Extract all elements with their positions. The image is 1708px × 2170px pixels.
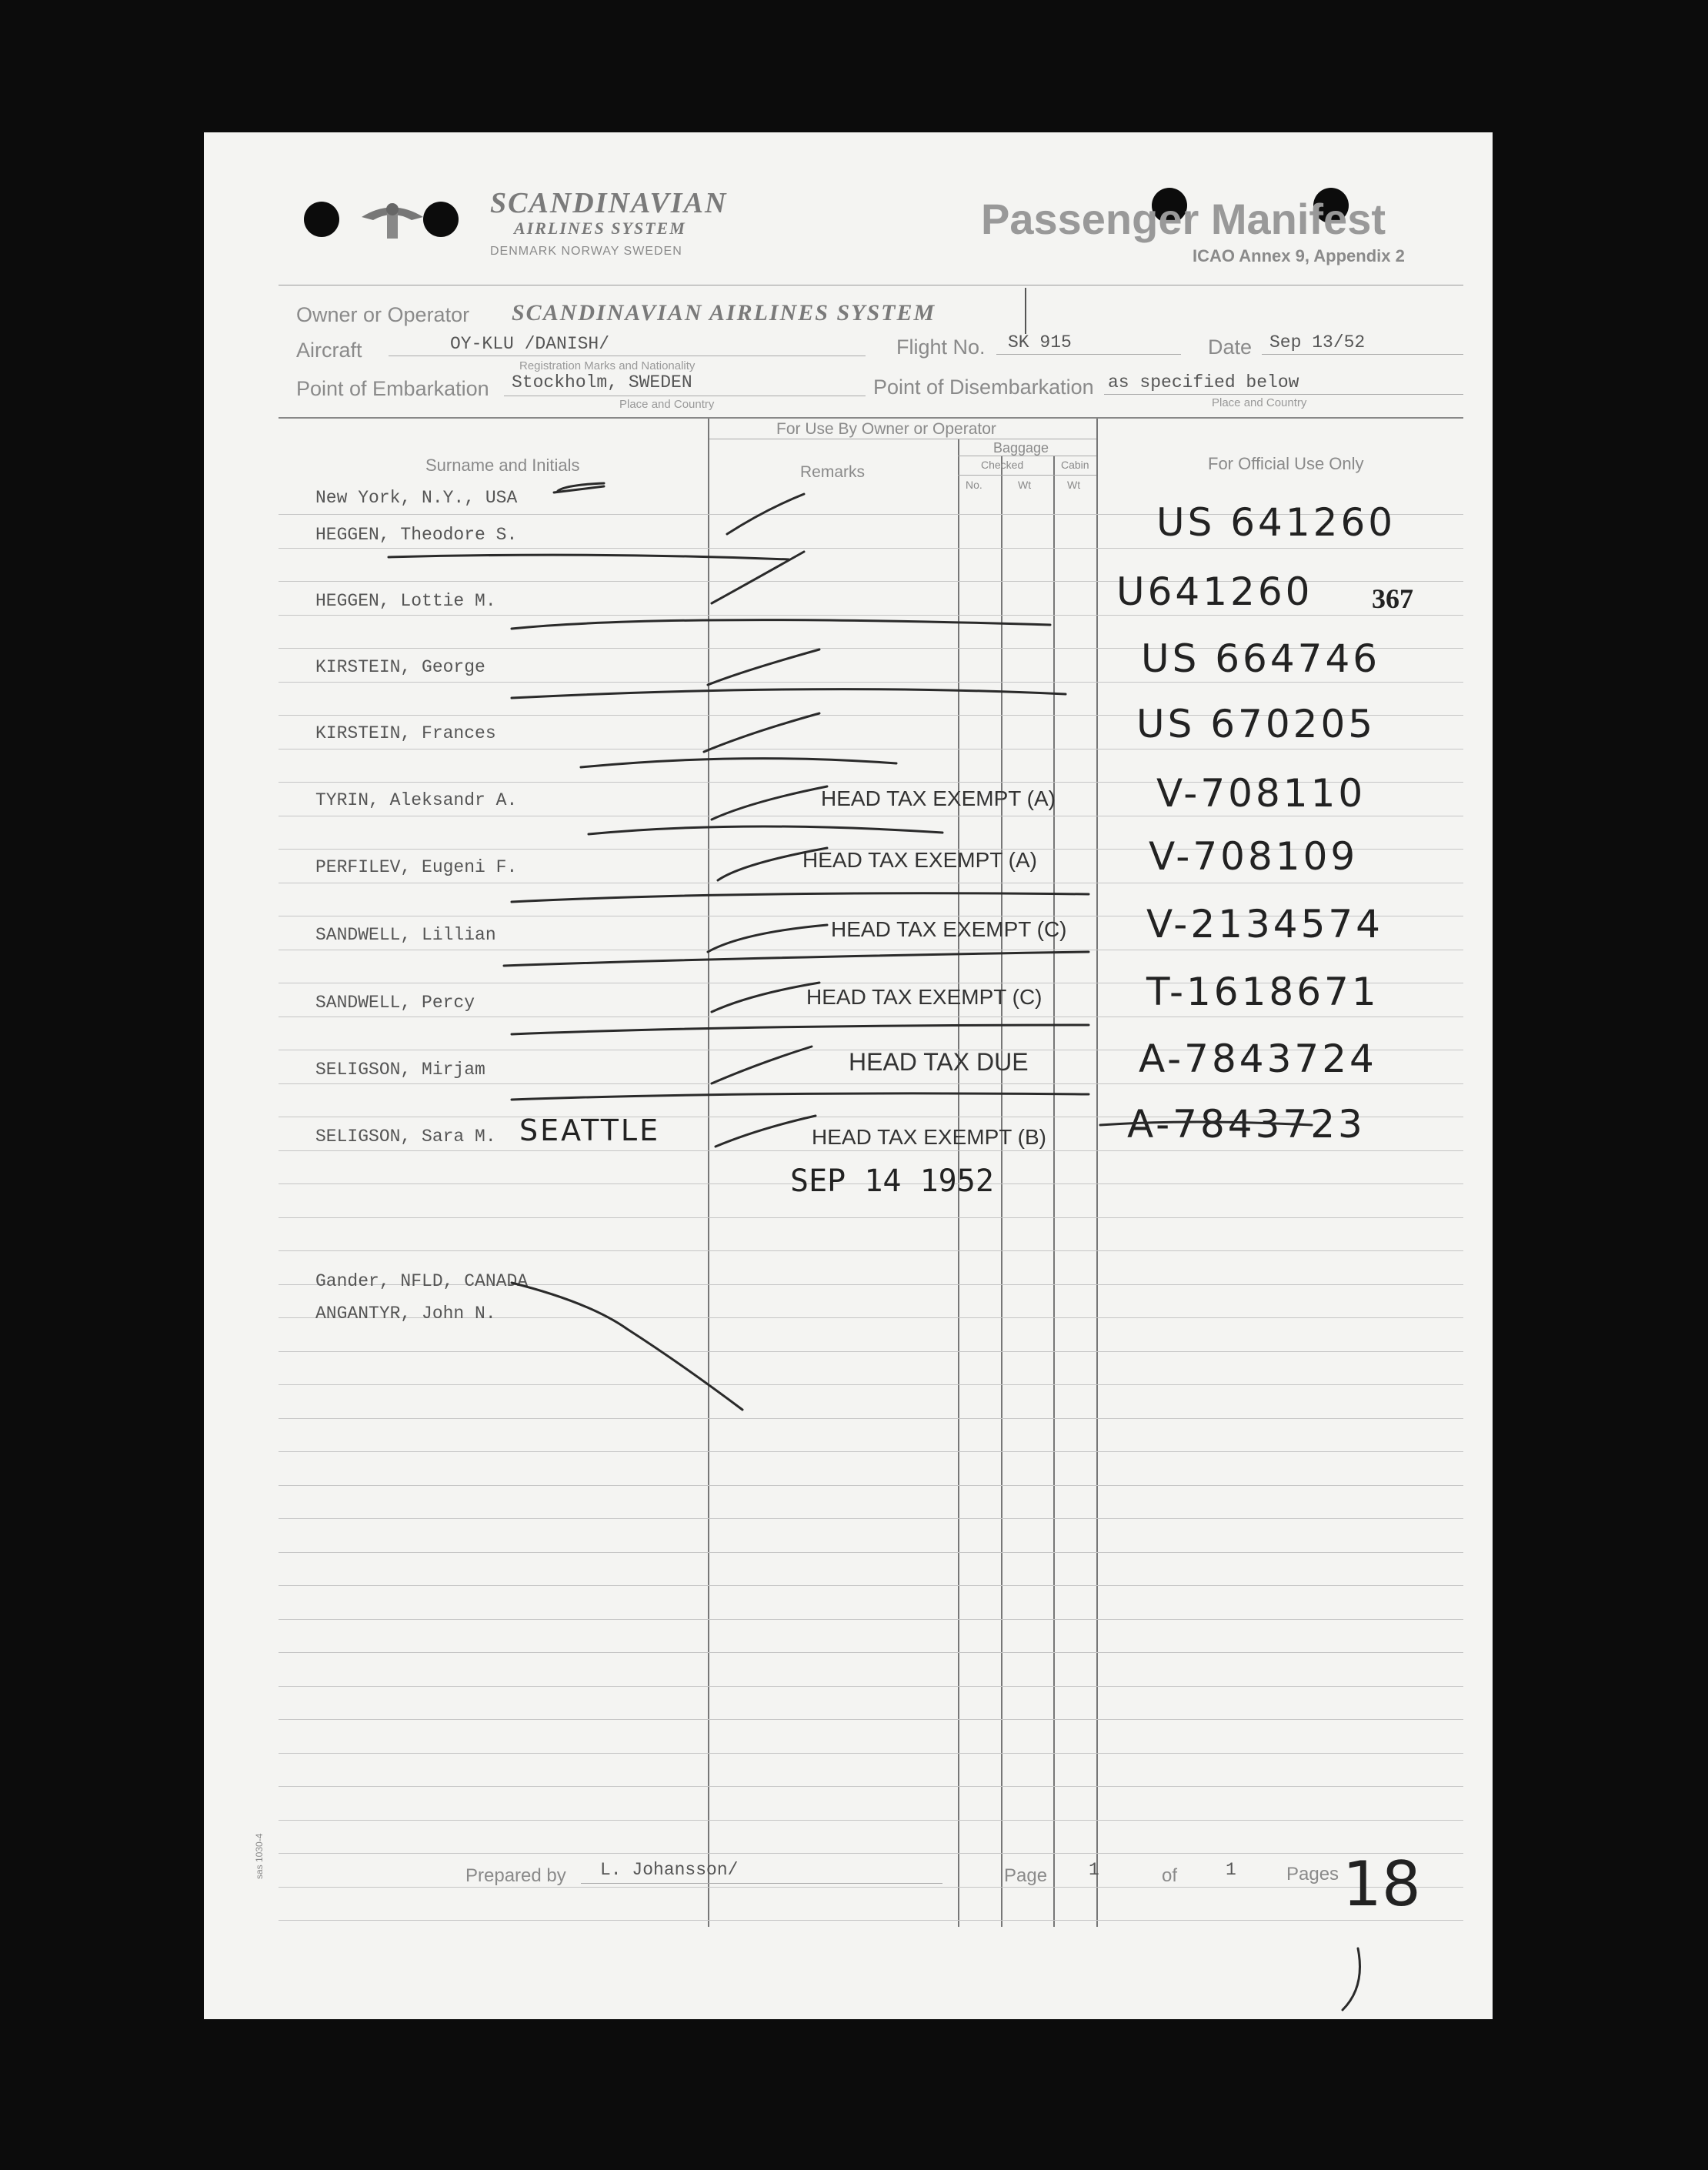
passenger-name: KIRSTEIN, George [315, 657, 485, 677]
passenger-remark: HEAD TAX EXEMPT (C) [806, 985, 1042, 1009]
page-label: Page [1004, 1865, 1048, 1886]
disembarkation-sublabel: Place and Country [1212, 396, 1307, 409]
passenger-official-number: V-708109 [1149, 834, 1359, 879]
aircraft-value: OY-KLU /DANISH/ [450, 334, 610, 354]
passenger-angantyr: ANGANTYR, John N. [315, 1304, 496, 1324]
passenger-remark: HEAD TAX EXEMPT (B) [812, 1125, 1046, 1149]
disembarkation-value: as specified below [1108, 372, 1299, 392]
date-stamp: SEP 14 1952 [790, 1163, 994, 1199]
handwritten-page-count: 18 [1343, 1848, 1421, 1920]
form-reference: ICAO Annex 9, Appendix 2 [1193, 246, 1405, 265]
passenger-remark: HEAD TAX EXEMPT (A) [821, 786, 1056, 810]
passenger-official-number: US 664746 [1141, 636, 1381, 681]
col-header-cabin: Cabin [1061, 459, 1089, 471]
passenger-name: TYRIN, Aleksandr A. [315, 790, 518, 810]
passenger-name: SANDWELL, Lillian [315, 925, 496, 945]
col-header-baggage: Baggage [993, 440, 1049, 456]
passenger-name: SELIGSON, Sara M. [315, 1127, 496, 1147]
col-header-remarks: Remarks [800, 463, 866, 481]
prepared-by-line [581, 1883, 942, 1884]
embarkation-label: Point of Embarkation [296, 377, 489, 400]
passenger-name: HEGGEN, Theodore S. [315, 525, 518, 545]
page-value: 1 [1089, 1860, 1099, 1880]
registration-sublabel: Registration Marks and Nationality [519, 359, 696, 372]
col-header-operator: For Use By Owner or Operator [776, 420, 996, 438]
owner-label: Owner or Operator [296, 303, 470, 326]
destination-new-york: New York, N.Y., USA [315, 488, 518, 508]
col-header-official: For Official Use Only [1208, 454, 1364, 473]
passenger-remark: HEAD TAX EXEMPT (A) [802, 848, 1037, 872]
passenger-name: SANDWELL, Percy [315, 993, 475, 1013]
of-value: 1 [1226, 1860, 1236, 1880]
form-title: Passenger Manifest [981, 195, 1386, 243]
date-value: Sep 13/52 [1269, 332, 1366, 352]
col-header-checked: Checked [981, 459, 1024, 471]
passenger-name: SELIGSON, Mirjam [315, 1060, 485, 1080]
of-label: of [1162, 1865, 1178, 1886]
col-header-no: No. [966, 479, 982, 491]
destination-gander: Gander, NFLD, CANADA [315, 1271, 529, 1291]
handwritten-marks [204, 132, 1493, 2019]
owner-value: SCANDINAVIAN AIRLINES SYSTEM [512, 300, 936, 326]
flight-label: Flight No. [896, 336, 986, 359]
col-header-wt: Wt [1018, 479, 1032, 491]
aircraft-label: Aircraft [296, 339, 362, 362]
manifest-page [204, 132, 1493, 2019]
passenger-name: KIRSTEIN, Frances [315, 723, 496, 743]
flight-value: SK 915 [1008, 332, 1072, 352]
airline-name-2: AIRLINES SYSTEM [514, 219, 686, 238]
page-number-stamp: 367 [1372, 583, 1413, 614]
passenger-official-number: A-7843724 [1139, 1037, 1377, 1081]
embarkation-value: Stockholm, SWEDEN [512, 372, 692, 392]
passenger-official-number: V-708110 [1156, 771, 1366, 816]
disembarkation-label: Point of Disembarkation [873, 376, 1094, 399]
prepared-by-value: L. Johansson/ [600, 1860, 739, 1880]
prepared-by-label: Prepared by [465, 1865, 566, 1886]
passenger-name: HEGGEN, Lottie M. [315, 591, 496, 611]
passenger-official-number: U641260 [1116, 569, 1313, 614]
pages-label: Pages [1286, 1864, 1339, 1885]
passenger-name: PERFILEV, Eugeni F. [315, 857, 518, 877]
col-header-cabin-wt: Wt [1067, 479, 1081, 491]
form-code: sas 1030-4 [254, 1833, 265, 1879]
handwritten-seattle: SEATTLE [519, 1113, 661, 1147]
passenger-official-number: V-2134574 [1146, 902, 1383, 946]
passenger-official-number: US 670205 [1136, 702, 1376, 746]
passenger-remark: HEAD TAX DUE [849, 1048, 1029, 1076]
passenger-official-number: A-7843723 [1127, 1102, 1366, 1147]
passenger-official-number: T-1618671 [1146, 970, 1379, 1014]
col-header-surname: Surname and Initials [425, 456, 580, 475]
embarkation-sublabel: Place and Country [619, 398, 715, 411]
date-label: Date [1208, 336, 1253, 359]
passenger-official-number: US 641260 [1156, 500, 1396, 545]
airline-countries: DENMARK NORWAY SWEDEN [490, 245, 682, 258]
passenger-remark: HEAD TAX EXEMPT (C) [831, 917, 1067, 941]
airline-name: SCANDINAVIAN [490, 187, 728, 219]
